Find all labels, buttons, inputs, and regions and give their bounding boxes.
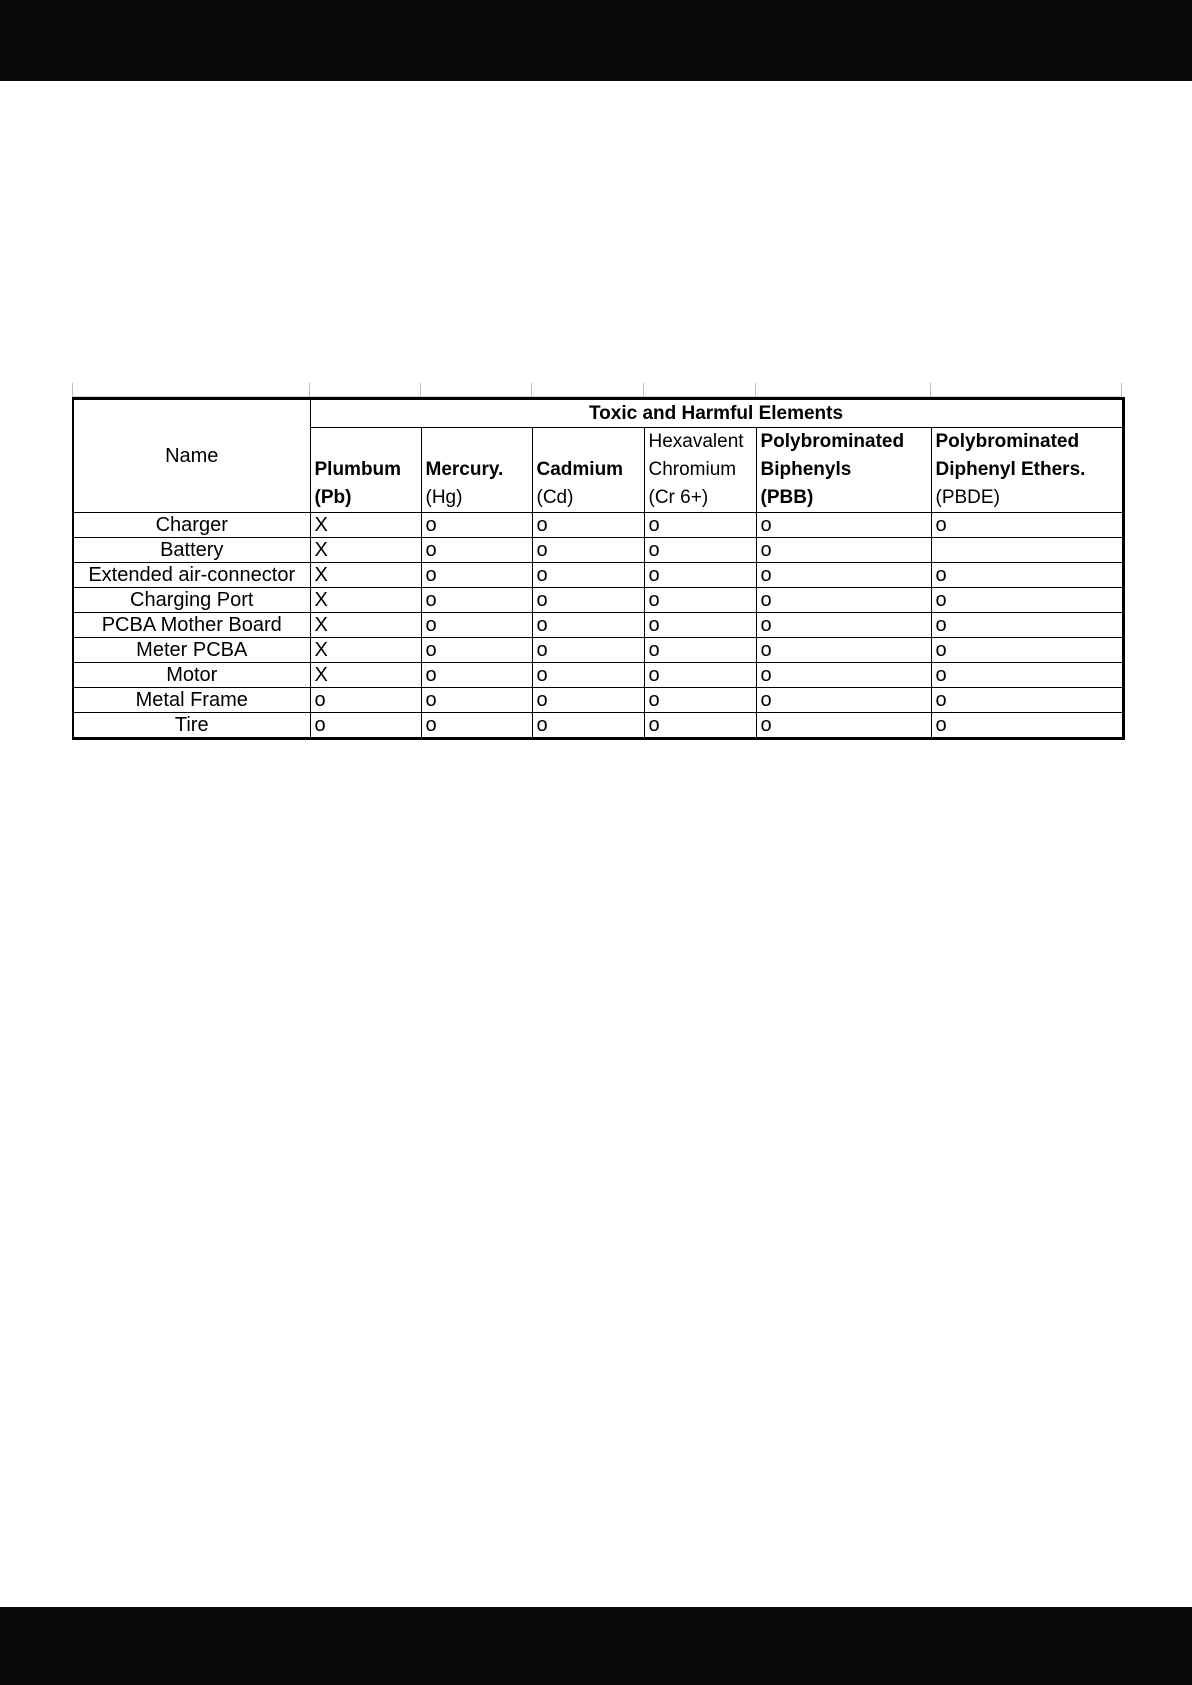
substance-mark-cell: X — [310, 563, 421, 588]
component-name-cell: Charger — [73, 513, 310, 538]
substance-mark-cell: o — [421, 688, 532, 713]
substance-mark-cell: o — [931, 588, 1123, 613]
column-header-line: (Cd) — [536, 487, 574, 508]
column-header-line: (PBB) — [760, 487, 814, 508]
substance-mark-cell: o — [310, 688, 421, 713]
substance-mark-cell: o — [421, 538, 532, 563]
column-header-line: (Cr 6+) — [648, 487, 709, 508]
table-row — [73, 638, 1123, 663]
toxic-elements-group-header: Toxic and Harmful Elements — [310, 399, 1123, 428]
substance-mark-cell: o — [644, 663, 756, 688]
column-header-line: Chromium — [648, 459, 737, 480]
substance-mark-cell: X — [310, 588, 421, 613]
table-row — [73, 588, 1123, 613]
column-header-line: Hexavalent — [648, 431, 744, 452]
substance-mark-cell: o — [756, 663, 931, 688]
substance-mark-cell: o — [931, 513, 1123, 538]
substance-mark-cell: o — [421, 588, 532, 613]
substance-mark-cell: o — [532, 688, 644, 713]
column-header-line: Polybrominated — [935, 431, 1080, 452]
substance-mark-cell: o — [421, 663, 532, 688]
table-row — [73, 513, 1123, 538]
substance-mark-cell: o — [644, 513, 756, 538]
substance-mark-cell: o — [421, 713, 532, 739]
table-row — [73, 563, 1123, 588]
substance-mark-cell: o — [756, 513, 931, 538]
substance-mark-cell: o — [931, 663, 1123, 688]
component-name-cell: Motor — [73, 663, 310, 688]
substance-mark-cell: X — [310, 538, 421, 563]
substance-mark-cell: o — [756, 538, 931, 563]
substance-mark-cell: o — [532, 563, 644, 588]
substance-mark-cell: o — [931, 638, 1123, 663]
column-header-line: Mercury. — [425, 459, 504, 480]
element-column-header — [532, 428, 644, 513]
substance-mark-cell: o — [421, 563, 532, 588]
hazardous-substances-table — [72, 397, 1125, 740]
top-black-band — [0, 0, 1192, 81]
substance-mark-cell: o — [931, 613, 1123, 638]
element-column-header — [644, 428, 756, 513]
component-name-cell: Battery — [73, 538, 310, 563]
table-row — [73, 688, 1123, 713]
substance-mark-cell: o — [756, 613, 931, 638]
column-header-line: Polybrominated — [760, 431, 905, 452]
substance-mark-cell: o — [644, 563, 756, 588]
substance-mark-cell: o — [421, 638, 532, 663]
substance-mark-cell: o — [644, 613, 756, 638]
element-column-header — [310, 428, 421, 513]
component-name-cell: Meter PCBA — [73, 638, 310, 663]
column-header-line: (PBDE) — [935, 487, 1000, 508]
column-header-line: Plumbum — [314, 459, 402, 480]
substance-mark-cell: o — [532, 713, 644, 739]
substance-mark-cell: o — [756, 713, 931, 739]
column-header-line: Biphenyls — [760, 459, 852, 480]
component-name-cell: PCBA Mother Board — [73, 613, 310, 638]
substance-mark-cell: o — [532, 588, 644, 613]
substance-mark-cell: o — [310, 713, 421, 739]
substance-mark-cell: X — [310, 513, 421, 538]
substance-mark-cell: o — [421, 613, 532, 638]
substance-mark-cell: o — [756, 563, 931, 588]
substance-mark-cell: o — [532, 613, 644, 638]
name-column-header: Name — [73, 399, 310, 513]
component-name-cell: Extended air-connector — [73, 563, 310, 588]
substance-mark-cell: o — [931, 713, 1123, 739]
substance-mark-cell: o — [644, 638, 756, 663]
substance-mark-cell: o — [532, 513, 644, 538]
table-row — [73, 663, 1123, 688]
element-column-header — [421, 428, 532, 513]
column-header-line: (Pb) — [314, 487, 352, 508]
substance-mark-cell: o — [532, 638, 644, 663]
substance-mark-cell: o — [931, 563, 1123, 588]
substance-mark-cell: X — [310, 638, 421, 663]
component-name-cell: Charging Port — [73, 588, 310, 613]
substance-mark-cell: o — [756, 638, 931, 663]
component-name-cell: Tire — [73, 713, 310, 739]
component-name-cell: Metal Frame — [73, 688, 310, 713]
substance-mark-cell: o — [644, 588, 756, 613]
table-row — [73, 613, 1123, 638]
substance-mark-cell: o — [931, 688, 1123, 713]
substance-mark-cell: o — [421, 513, 532, 538]
column-header-line: (Hg) — [425, 487, 463, 508]
substance-mark-cell — [931, 538, 1123, 563]
table-row — [73, 713, 1123, 739]
column-header-line: Diphenyl Ethers. — [935, 459, 1086, 480]
substance-mark-cell: o — [532, 538, 644, 563]
substance-mark-cell: o — [644, 688, 756, 713]
element-column-header — [931, 428, 1123, 513]
element-column-header — [756, 428, 931, 513]
table-row — [73, 538, 1123, 563]
substance-mark-cell: o — [756, 688, 931, 713]
substance-mark-cell: X — [310, 663, 421, 688]
column-header-line: Cadmium — [536, 459, 624, 480]
substance-mark-cell: o — [532, 663, 644, 688]
column-guide-ticks — [72, 383, 1122, 397]
substance-mark-cell: o — [644, 538, 756, 563]
substance-mark-cell: o — [756, 588, 931, 613]
substance-mark-cell: X — [310, 613, 421, 638]
bottom-black-band — [0, 1607, 1192, 1685]
substance-mark-cell: o — [644, 713, 756, 739]
